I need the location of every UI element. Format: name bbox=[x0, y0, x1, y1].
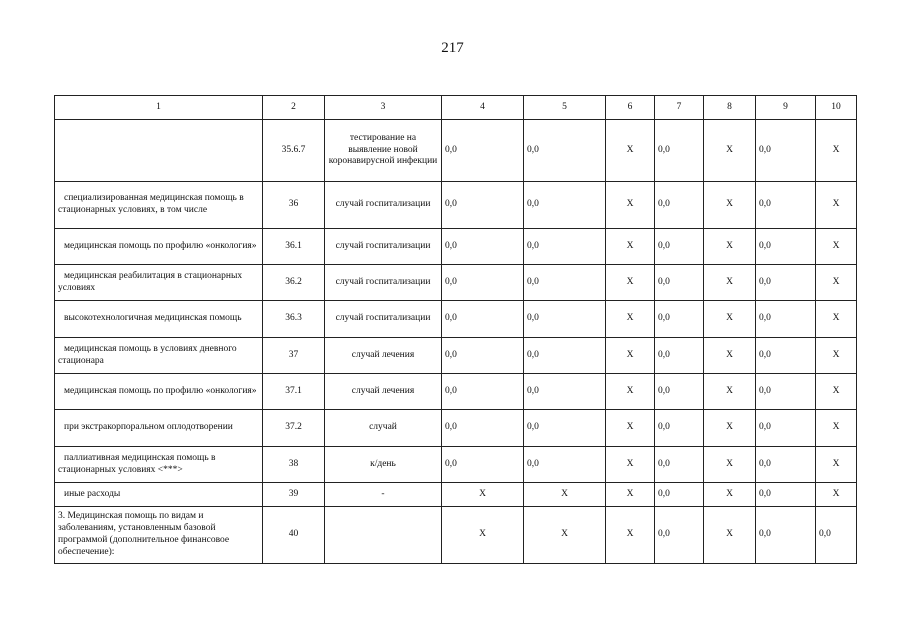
table-row bbox=[55, 338, 857, 374]
row-code: 38 bbox=[263, 447, 325, 483]
header-cell: 7 bbox=[655, 96, 704, 120]
row-value: X bbox=[442, 483, 524, 507]
row-value: X bbox=[606, 229, 655, 265]
row-value: X bbox=[606, 301, 655, 338]
row-value: 0,0 bbox=[756, 338, 816, 374]
row-value: X bbox=[816, 410, 857, 447]
row-value: 0,0 bbox=[756, 301, 816, 338]
row-unit: случай госпитализации bbox=[325, 265, 442, 301]
row-name: медицинская помощь по профилю «онкология» bbox=[55, 229, 263, 265]
row-value: X bbox=[524, 507, 606, 564]
data-table bbox=[54, 95, 857, 564]
header-cell: 8 bbox=[704, 96, 756, 120]
row-value: 0,0 bbox=[655, 410, 704, 447]
row-code: 40 bbox=[263, 507, 325, 564]
row-code: 37.1 bbox=[263, 374, 325, 410]
row-name: медицинская реабилитация в стационарных условиях bbox=[55, 265, 263, 301]
row-value: X bbox=[606, 447, 655, 483]
table-row bbox=[55, 120, 857, 182]
row-value: 0,0 bbox=[756, 507, 816, 564]
row-name: высокотехнологичная медицинская помощь bbox=[55, 301, 263, 338]
row-value: 0,0 bbox=[655, 507, 704, 564]
row-value: X bbox=[524, 483, 606, 507]
page-number: 217 bbox=[441, 40, 464, 56]
row-value: X bbox=[816, 374, 857, 410]
row-name: медицинская помощь по профилю «онкология» bbox=[55, 374, 263, 410]
header-cell: 10 bbox=[816, 96, 857, 120]
row-value: 0,0 bbox=[442, 338, 524, 374]
row-value: X bbox=[816, 301, 857, 338]
row-value: X bbox=[606, 410, 655, 447]
table-row bbox=[55, 483, 857, 507]
row-value: 0,0 bbox=[442, 410, 524, 447]
row-value: X bbox=[816, 338, 857, 374]
row-value: 0,0 bbox=[655, 301, 704, 338]
row-code: 36.2 bbox=[263, 265, 325, 301]
row-unit: случай госпитализации bbox=[325, 301, 442, 338]
row-value: X bbox=[442, 507, 524, 564]
row-unit bbox=[325, 507, 442, 564]
row-value: 0,0 bbox=[524, 447, 606, 483]
row-unit: случай госпитализации bbox=[325, 182, 442, 229]
table-row bbox=[55, 229, 857, 265]
row-value: 0,0 bbox=[756, 182, 816, 229]
row-code: 39 bbox=[263, 483, 325, 507]
row-value: 0,0 bbox=[442, 182, 524, 229]
row-value: X bbox=[704, 374, 756, 410]
row-code: 36.1 bbox=[263, 229, 325, 265]
row-unit: - bbox=[325, 483, 442, 507]
row-value: 0,0 bbox=[442, 301, 524, 338]
row-name: 3. Медицинская помощь по видам и заболеваниям, установленным базовой программой (дополнительное финансовое обеспечение): bbox=[55, 507, 263, 564]
row-value: 0,0 bbox=[524, 182, 606, 229]
row-value: 0,0 bbox=[756, 410, 816, 447]
row-value: X bbox=[816, 120, 857, 182]
row-value: X bbox=[606, 338, 655, 374]
row-value: X bbox=[816, 483, 857, 507]
header-row bbox=[55, 96, 857, 120]
row-value: X bbox=[704, 301, 756, 338]
header-cell: 5 bbox=[524, 96, 606, 120]
table-row bbox=[55, 182, 857, 229]
row-value: X bbox=[704, 447, 756, 483]
row-value: X bbox=[816, 447, 857, 483]
row-unit: тестирование на выявление новой коронавирусной инфекции bbox=[325, 120, 442, 182]
row-value: X bbox=[606, 182, 655, 229]
row-value: 0,0 bbox=[756, 483, 816, 507]
row-value: X bbox=[816, 265, 857, 301]
row-value: 0,0 bbox=[524, 374, 606, 410]
row-code: 37 bbox=[263, 338, 325, 374]
table-row bbox=[55, 507, 857, 564]
row-value: X bbox=[704, 120, 756, 182]
row-value: 0,0 bbox=[524, 120, 606, 182]
row-code: 36.3 bbox=[263, 301, 325, 338]
row-unit: случай bbox=[325, 410, 442, 447]
table-row bbox=[55, 301, 857, 338]
row-value: 0,0 bbox=[524, 338, 606, 374]
row-name: медицинская помощь в условиях дневного стационара bbox=[55, 338, 263, 374]
row-value: 0,0 bbox=[655, 182, 704, 229]
row-value: 0,0 bbox=[524, 301, 606, 338]
row-value: X bbox=[704, 338, 756, 374]
row-unit: к/день bbox=[325, 447, 442, 483]
row-value: 0,0 bbox=[655, 374, 704, 410]
table-row bbox=[55, 447, 857, 483]
row-name: при экстракорпоральном оплодотворении bbox=[55, 410, 263, 447]
row-value: 0,0 bbox=[524, 229, 606, 265]
row-code: 37.2 bbox=[263, 410, 325, 447]
row-name: специализированная медицинская помощь в стационарных условиях, в том числе bbox=[55, 182, 263, 229]
table-row bbox=[55, 374, 857, 410]
row-value: X bbox=[606, 265, 655, 301]
row-name: паллиативная медицинская помощь в стационарных условиях <***> bbox=[55, 447, 263, 483]
row-value: X bbox=[704, 483, 756, 507]
table-row bbox=[55, 410, 857, 447]
header-cell: 1 bbox=[55, 96, 263, 120]
row-value: 0,0 bbox=[655, 483, 704, 507]
row-value: 0,0 bbox=[442, 120, 524, 182]
header-cell: 6 bbox=[606, 96, 655, 120]
row-unit: случай лечения bbox=[325, 374, 442, 410]
row-value: X bbox=[704, 410, 756, 447]
row-unit: случай лечения bbox=[325, 338, 442, 374]
row-value: X bbox=[606, 507, 655, 564]
row-value: 0,0 bbox=[442, 265, 524, 301]
header-cell: 2 bbox=[263, 96, 325, 120]
row-value: 0,0 bbox=[756, 265, 816, 301]
row-value: X bbox=[704, 229, 756, 265]
row-value: 0,0 bbox=[655, 265, 704, 301]
row-value: 0,0 bbox=[442, 229, 524, 265]
row-value: X bbox=[606, 483, 655, 507]
row-value: 0,0 bbox=[524, 410, 606, 447]
row-value: X bbox=[816, 229, 857, 265]
row-value: 0,0 bbox=[655, 447, 704, 483]
row-name bbox=[55, 120, 263, 182]
row-value: 0,0 bbox=[442, 447, 524, 483]
header-cell: 3 bbox=[325, 96, 442, 120]
header-cell: 9 bbox=[756, 96, 816, 120]
row-value: 0,0 bbox=[816, 507, 857, 564]
header-cell: 4 bbox=[442, 96, 524, 120]
row-value: 0,0 bbox=[655, 120, 704, 182]
table-row bbox=[55, 265, 857, 301]
row-value: 0,0 bbox=[655, 229, 704, 265]
row-value: 0,0 bbox=[756, 374, 816, 410]
row-code: 35.6.7 bbox=[263, 120, 325, 182]
row-value: 0,0 bbox=[442, 374, 524, 410]
row-name: иные расходы bbox=[55, 483, 263, 507]
row-value: 0,0 bbox=[655, 338, 704, 374]
row-value: X bbox=[606, 374, 655, 410]
row-value: 0,0 bbox=[756, 447, 816, 483]
row-value: 0,0 bbox=[756, 229, 816, 265]
row-value: 0,0 bbox=[524, 265, 606, 301]
row-code: 36 bbox=[263, 182, 325, 229]
row-value: X bbox=[704, 182, 756, 229]
row-value: X bbox=[704, 265, 756, 301]
row-value: X bbox=[816, 182, 857, 229]
row-value: 0,0 bbox=[756, 120, 816, 182]
row-value: X bbox=[704, 507, 756, 564]
row-value: X bbox=[606, 120, 655, 182]
row-unit: случай госпитализации bbox=[325, 229, 442, 265]
